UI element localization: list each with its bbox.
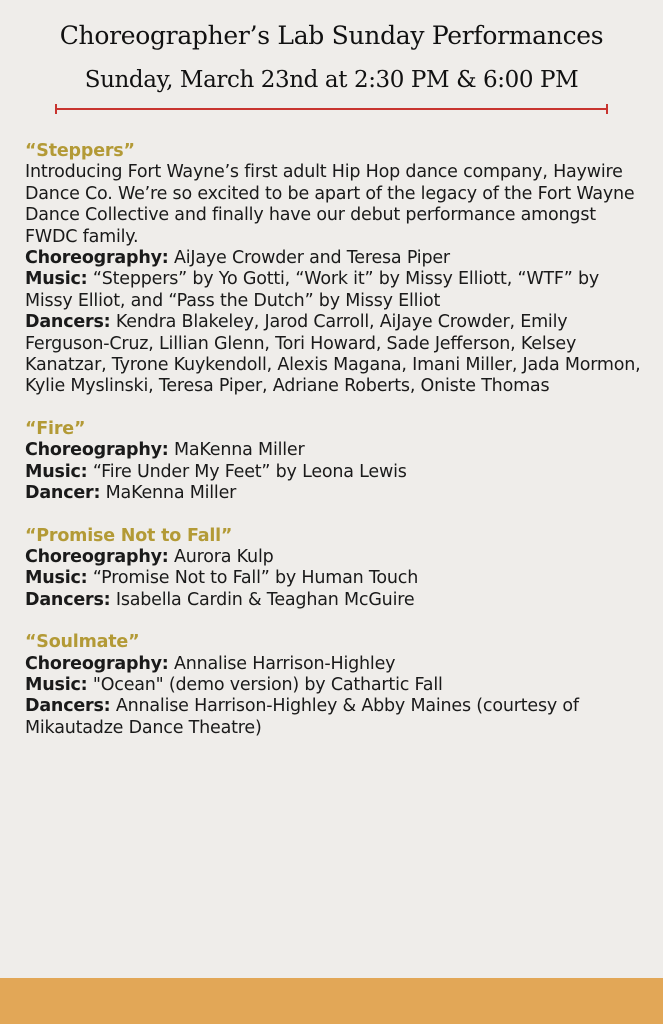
- dancers-value: Kendra Blakeley, Jarod Carroll, AiJaye Crowder, Emily Ferguson-Cruz, Lillian Glenn, Tori Howard, Sade Jefferson, Kelsey Kanatzar, Tyrone Kuykendoll, Alexis Magana, Imani Miller, Jada Mormon, Kylie Myslinski, Teresa Piper, Adriane Roberts, Oniste Thomas: [25, 312, 641, 397]
- piece-description: Introducing Fort Wayne’s first adult Hip Hop dance company, Haywire Dance Co. We’re so excited to be apart of the legacy of the Fort Wayne Dance Collective and finally have our debut performance amongst FWDC family.: [25, 162, 635, 247]
- choreography-label: Choreography:: [25, 546, 169, 567]
- footer-bar: [0, 978, 663, 1024]
- dancers-value: MaKenna Miller: [105, 483, 237, 504]
- choreography-label: Choreography:: [25, 653, 169, 674]
- piece-title: “Steppers”: [25, 141, 135, 161]
- choreography-credit: [25, 440, 645, 461]
- dancers-credit: [25, 696, 645, 739]
- piece-title: “Fire”: [25, 418, 86, 439]
- dancers-label: Dancers:: [25, 696, 111, 717]
- page-title: Choreographer’s Lab Sunday Performances: [59, 21, 604, 50]
- choreography-label: Choreography:: [25, 248, 169, 269]
- dancers-credit: [25, 590, 645, 611]
- choreography-value: Annalise Harrison-Highley: [173, 653, 396, 674]
- dancers-credit: [25, 483, 645, 504]
- music-label: Music:: [25, 461, 88, 482]
- dancers-label: Dancers:: [25, 312, 111, 333]
- choreography-credit: [25, 654, 645, 675]
- divider-rule: [55, 108, 608, 110]
- music-label: Music:: [25, 269, 88, 290]
- music-label: Music:: [25, 674, 88, 695]
- piece-title: “Soulmate”: [25, 632, 140, 653]
- choreography-credit: [25, 248, 645, 269]
- choreography-credit: [25, 547, 645, 568]
- dancers-value: Annalise Harrison-Highley & Abby Maines (courtesy of Mikautadze Dance Theatre): [25, 696, 579, 738]
- page-subtitle: Sunday, March 23nd at 2:30 PM & 6:00 PM: [84, 67, 579, 93]
- dancers-label: Dancer:: [25, 483, 101, 504]
- music-credit: [25, 568, 645, 589]
- music-value: “Fire Under My Feet” by Leona Lewis: [92, 461, 407, 482]
- choreography-label: Choreography:: [25, 440, 169, 461]
- music-label: Music:: [25, 568, 88, 589]
- music-credit: [25, 462, 645, 483]
- choreography-value: MaKenna Miller: [173, 440, 305, 461]
- choreography-value: AiJaye Crowder and Teresa Piper: [173, 248, 450, 269]
- music-credit: [25, 675, 645, 696]
- music-value: “Steppers” by Yo Gotti, “Work it” by Missy Elliott, “WTF” by Missy Elliot, and “Pass the Dutch” by Missy Elliot: [25, 269, 600, 311]
- choreography-value: Aurora Kulp: [173, 546, 274, 567]
- program-list: [25, 141, 645, 760]
- music-credit: [25, 269, 645, 312]
- piece-title: “Promise Not to Fall”: [25, 525, 233, 546]
- music-value: “Promise Not to Fall” by Human Touch: [92, 568, 419, 589]
- piece-fire: [25, 419, 645, 505]
- dancers-label: Dancers:: [25, 589, 111, 610]
- piece-soulmate: [25, 632, 645, 739]
- piece-steppers: [25, 141, 645, 398]
- header: [0, 0, 663, 96]
- dancers-credit: [25, 312, 645, 398]
- music-value: "Ocean" (demo version) by Cathartic Fall: [92, 674, 443, 695]
- dancers-value: Isabella Cardin & Teaghan McGuire: [115, 589, 415, 610]
- piece-promise-not-to-fall: [25, 526, 645, 612]
